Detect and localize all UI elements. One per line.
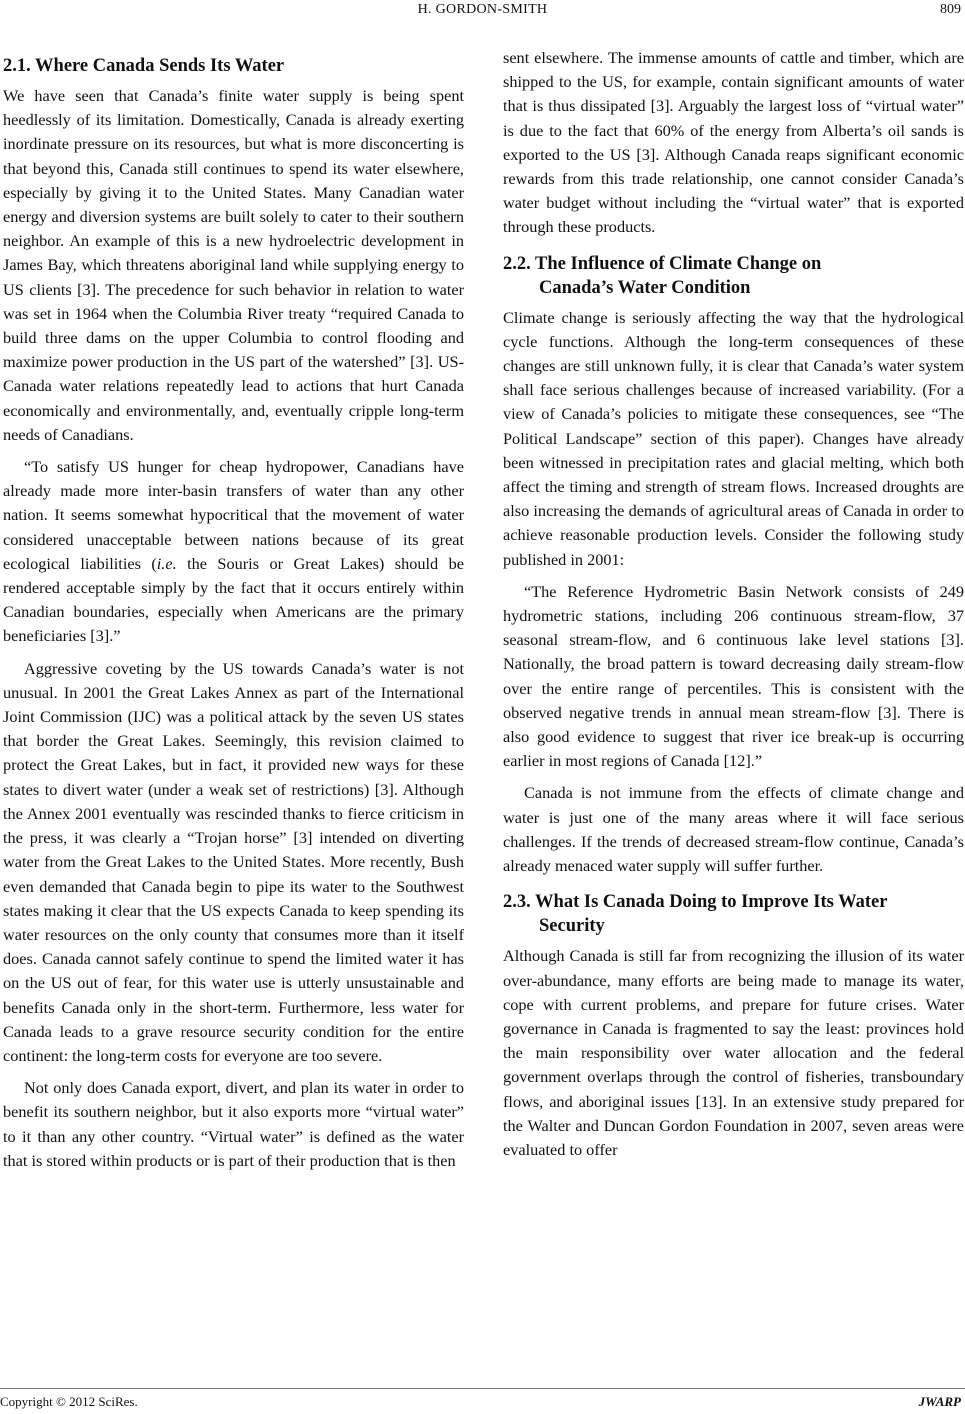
paragraph-quote: “The Reference Hydrometric Basin Network consists of 249 hydrometric stations, including 206 continuous stream-flow, 37 seasonal stream-flow, and 6 continuous lake level stations [3]. Nationally, the broad pattern is toward decreasing daily stream-flow over the entire range of percentiles. This is consistent with the observed negative trends in annual mean stream-flow [3]. There is also good evidence to suggest that river ice break-up is occurring earlier in most regions of Canada [12].” [503,581,964,771]
text-span: the Souris or Great Lakes) should be rendered acceptable simply by the fact that it occurs entirely within Canadian boundaries, especially when Americans are the primary beneficiaries [3].” [3,553,464,646]
heading-line: 2.2. The Influence of Climate Change on [503,253,822,274]
page-header [0,0,965,24]
page-number: 809 [940,2,961,17]
text-span: “To satisfy US hunger for cheap hydropower, Canadians have already made more inter-basin transfers of water than any other nation. It seems somewhat hypocritical that the movement of water considered unacceptable between nations because of its great ecological liabilities ( [3,457,464,573]
section-heading-2-1: 2.1. Where Canada Sends Its Water [3,56,285,76]
running-head: H. GORDON-SMITH [417,2,548,17]
paragraph: Canada is not immune from the effects of climate change and water is just one of the many areas where it will face serious challenges. If the trends of decreased stream-flow continue, Canada’s already menaced water supply will suffer further. [503,783,964,876]
section-heading-2-2 [503,252,964,300]
paragraph: Although Canada is still far from recognizing the illusion of its water over-abundance, many efforts are being made to manage its water, cope with current problems, and prepare for future crises. Water governance in Canada is fragmented to say the least: provinces hold the main responsibility over water allocation and the federal government overlaps through the control of fisheries, transboundary flows, and aboriginal issues [13]. In an extensive study prepared for the Walter and Duncan Gordon Foundation in 2007, seven areas were evaluated to offer [503,946,964,1159]
italic-ie: i.e. [156,553,177,573]
paragraph: We have seen that Canada’s finite water supply is being spent heedlessly of its limitation. Domestically, Canada is already exerting inordinate pressure on its resources, but what is more disconcerting is that beyond this, Canada still continues to spend its water elsewhere, especially by giving it to the United States. Many Canadian water energy and diversion systems are built solely to cater to their southern neighbor. An example of this is a new hydroelectric development in James Bay, which threatens aboriginal land while supplying energy to US clients [3]. The precedence for such behavior in relation to water was set in 1964 when the Columbia River treaty “required Canada to build three dams on the upper Columbia to control flooding and maximize power production in the US part of the watershed” [3]. US-Canada water relations repeatedly lead to actions that hurt Canada economically and environmentally, and, eventually cripple long-term needs of Canadians. [3,86,464,444]
section-heading-2-3 [503,890,964,938]
paragraph: Climate change is seriously affecting the way that the hydrological cycle functions. Although the long-term consequences of these changes are still unknown fully, it is clear that Canada’s water system shall face serious challenges because of increased variability. (For a view of Canada’s policies to mitigate these consequences, see “The Political Landscape” section of this paper). Changes have already been witnessed in precipitation rates and glacial melting, which both affect the timing and strength of stream flows. Increased droughts are also increasing the demands of agricultural areas of Canada in order to achieve reasonable production levels. Consider the following study published in 2001: [503,307,964,569]
paragraph: sent elsewhere. The immense amounts of cattle and timber, which are shipped to the US, for example, contain significant amounts of water that is thus dissipated [3]. Arguably the largest loss of “virtual water” is due to the fact that 60% of the energy from Alberta’s oil sands is exported to the US [3]. Although Canada reaps significant economic rewards from this trade relationship, one cannot consider Canada’s water budget without including the “virtual water” that is exported through these products. [503,48,964,237]
heading-line: 2.3. What Is Canada Doing to Improve Its Water [503,892,888,913]
paragraph: Aggressive coveting by the US towards Canada’s water is not unusual. In 2001 the Great Lakes Annex as part of the International Joint Commission (IJC) was a political attack by the seven US states that border the Great Lakes. Seemingly, this revision claimed to protect the Great Lakes, but in fact, it provided new ways for these states to divert water (under a weak set of restrictions) [3]. Although the Annex 2001 eventually was rescinded thanks to fierce criticism in the press, it was clearly a “Trojan horse” [3] intended on diverting water from the Great Lakes to the United States. More recently, Bush even demanded that Canada begin to pipe its water to the Southwest states making it clear that the US expects Canada to keep spending its water resources on the only county that consumes more than it itself does. Canada cannot safely continue to spend the limited water it has on the US out of fear, for this water use is utterly unsustainable and benefits Canada only in the short-term. Furthermore, less water for Canada leads to a grave resource security condition for the entire continent: the long-term costs for everyone are too severe. [3,658,464,1065]
footer-divider [0,1388,965,1389]
footer-journal: JWARP [918,1394,961,1409]
paragraph: Not only does Canada export, divert, and plan its water in order to benefit its southern neighbor, but it also exports more “virtual water” to it than any other country. “Virtual water” is defined as the water that is stored within products or is part of their production that is then [3,1078,464,1170]
footer-copyright: Copyright © 2012 SciRes. [0,1394,138,1409]
right-column [503,46,964,1170]
heading-line: Security [539,916,605,937]
paragraph-quote [3,455,464,649]
heading-line: Canada’s Water Condition [539,277,751,298]
left-column [3,46,464,1181]
